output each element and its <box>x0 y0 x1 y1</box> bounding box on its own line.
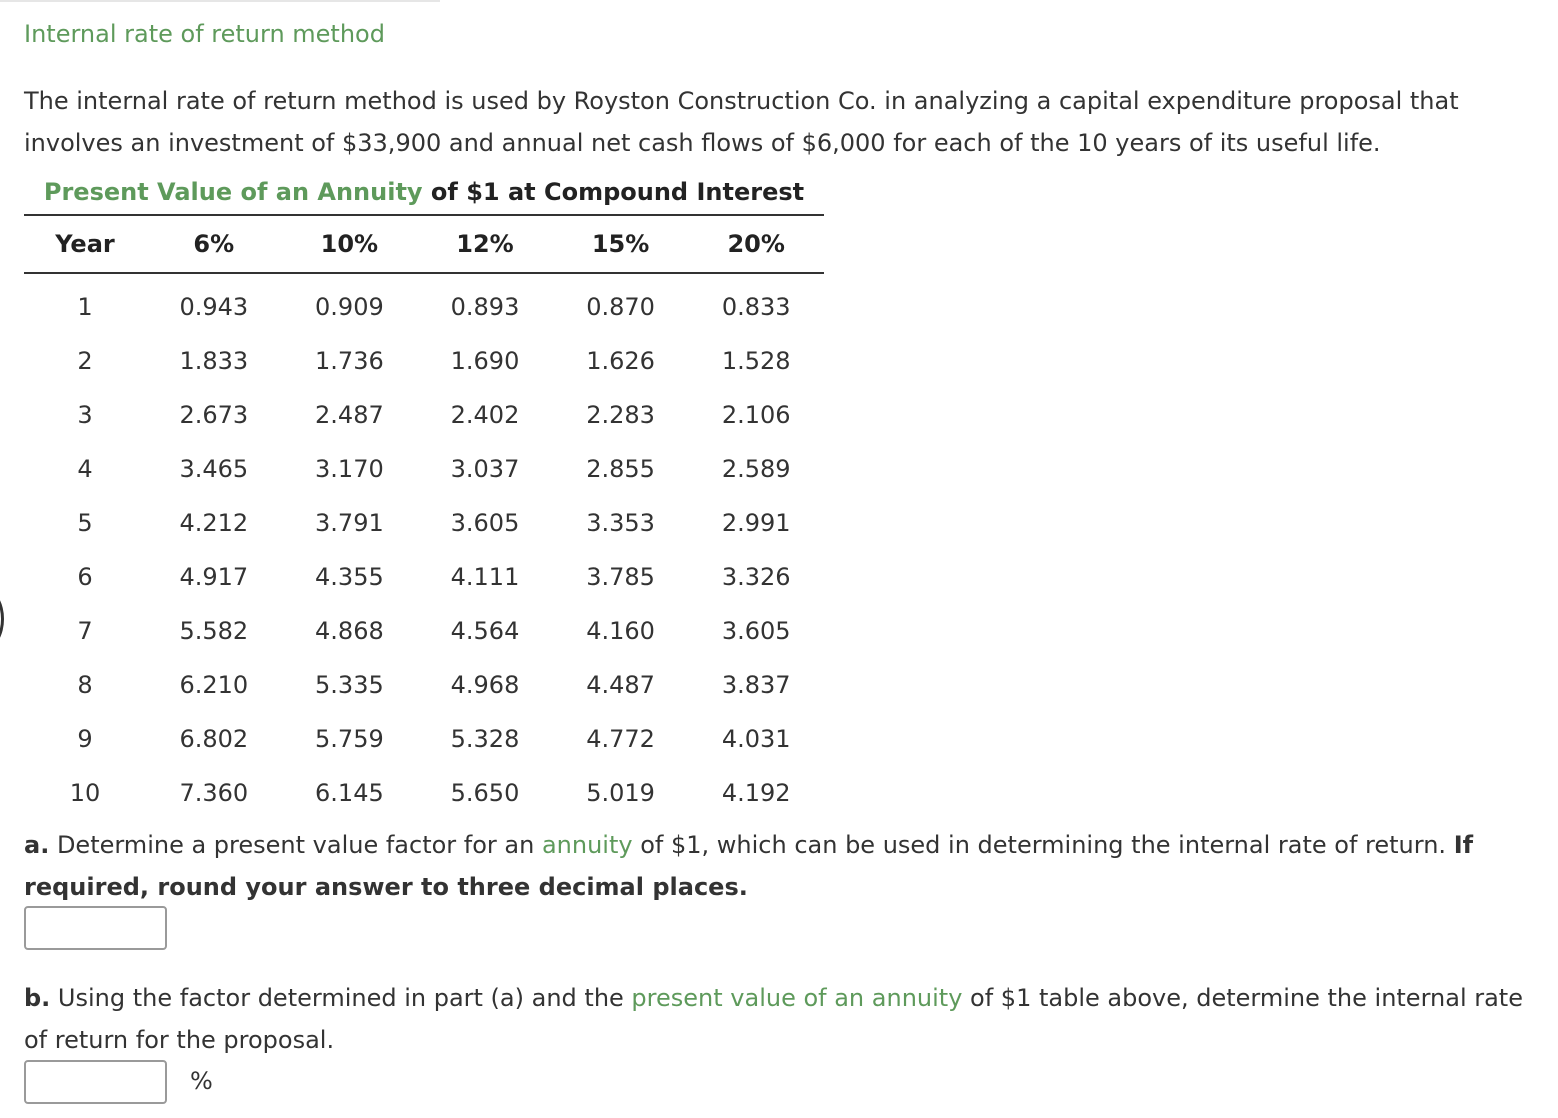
factor-cell: 0.870 <box>586 293 655 321</box>
table-row <box>24 766 824 820</box>
factor-cell: 5.335 <box>315 671 384 699</box>
factor-cell: 4.868 <box>315 617 384 645</box>
factor-cell: 5.019 <box>586 779 655 807</box>
factor-cell: 0.909 <box>315 293 384 321</box>
year-cell: 3 <box>77 401 93 429</box>
question-a-text-1: Determine a present value factor for an <box>49 831 542 859</box>
factor-cell: 5.650 <box>450 779 520 807</box>
page-title: Internal rate of return method <box>24 20 385 48</box>
factor-cell: 3.353 <box>586 509 655 537</box>
table-row <box>24 550 824 604</box>
header-20pct: 20% <box>688 215 824 273</box>
problem-intro: The internal rate of return method is used by Royston Construction Co. in analyzing a capital expenditure proposal that involves an investment of $33,900 and annual net cash flows of $6,000 for each of the 10 years of its useful life. <box>24 87 1459 157</box>
factor-cell: 3.605 <box>721 617 791 645</box>
table-row <box>24 442 824 496</box>
factor-cell: 4.212 <box>179 509 249 537</box>
factor-cell: 2.855 <box>586 455 655 483</box>
factor-cell: 6.802 <box>179 725 249 753</box>
factor-cell: 5.328 <box>450 725 520 753</box>
factor-cell: 0.943 <box>179 293 249 321</box>
table-caption-rest: of $1 at Compound Interest <box>422 178 805 206</box>
factor-cell: 4.192 <box>721 779 791 807</box>
factor-cell: 0.893 <box>450 293 520 321</box>
year-cell: 5 <box>77 509 93 537</box>
year-cell: 6 <box>77 563 93 591</box>
factor-cell: 3.465 <box>179 455 249 483</box>
factor-cell: 3.605 <box>450 509 520 537</box>
factor-cell: 3.785 <box>586 563 655 591</box>
factor-cell: 6.210 <box>179 671 249 699</box>
header-6pct: 6% <box>146 215 282 273</box>
answer-b-input[interactable] <box>24 1060 167 1104</box>
factor-cell: 2.106 <box>721 401 791 429</box>
factor-cell: 1.528 <box>721 347 791 375</box>
header-year: Year <box>24 215 146 273</box>
factor-cell: 4.968 <box>450 671 520 699</box>
factor-cell: 4.917 <box>179 563 249 591</box>
factor-cell: 4.772 <box>586 725 655 753</box>
question-a <box>24 824 1544 908</box>
pv-annuity-table <box>24 178 824 820</box>
factor-cell: 5.582 <box>179 617 249 645</box>
table-row <box>24 604 824 658</box>
question-b-text-2: of $1 table above, determine the internal rate of return for the proposal. <box>24 984 1523 1054</box>
factor-cell: 3.837 <box>721 671 791 699</box>
year-cell: 2 <box>77 347 93 375</box>
header-12pct: 12% <box>417 215 553 273</box>
factor-cell: 2.487 <box>315 401 384 429</box>
factor-cell: 1.690 <box>450 347 520 375</box>
factor-cell: 4.111 <box>450 563 520 591</box>
question-b <box>24 977 1544 1061</box>
header-10pct: 10% <box>282 215 418 273</box>
year-cell: 10 <box>69 779 101 807</box>
year-cell: 4 <box>77 455 93 483</box>
percent-unit-label: % <box>190 1067 213 1095</box>
question-a-text-2: of $1, which can be used in determining the internal rate of return. <box>632 831 1454 859</box>
question-a-instruction: If required, round your answer to three decimal places. <box>24 831 1474 901</box>
factor-cell: 4.487 <box>586 671 655 699</box>
table-header-row <box>24 215 824 273</box>
year-cell: 7 <box>77 617 93 645</box>
question-a-label: a. <box>24 831 50 859</box>
factor-cell: 4.031 <box>721 725 791 753</box>
factor-cell: 4.564 <box>450 617 520 645</box>
factor-cell: 3.791 <box>315 509 384 537</box>
factor-cell: 2.402 <box>450 401 520 429</box>
factor-cell: 1.626 <box>586 347 655 375</box>
factor-cell: 6.145 <box>315 779 384 807</box>
factor-cell: 3.170 <box>315 455 384 483</box>
header-15pct: 15% <box>553 215 689 273</box>
side-scroll-indicator <box>0 590 4 648</box>
year-cell: 9 <box>77 725 93 753</box>
answer-a-input[interactable] <box>24 906 167 950</box>
annuity-link[interactable]: annuity <box>541 831 633 859</box>
factor-cell: 3.326 <box>721 563 791 591</box>
factor-cell: 0.833 <box>721 293 791 321</box>
factor-cell: 2.283 <box>586 401 655 429</box>
top-divider <box>0 0 440 2</box>
table-row <box>24 388 824 442</box>
table-row <box>24 496 824 550</box>
factor-cell: 4.355 <box>315 563 384 591</box>
table-row <box>24 712 824 766</box>
factor-cell: 2.991 <box>721 509 791 537</box>
factor-cell: 5.759 <box>315 725 384 753</box>
factor-cell: 1.736 <box>315 347 384 375</box>
factor-cell: 1.833 <box>179 347 249 375</box>
question-b-label: b. <box>24 984 51 1012</box>
table-caption-link[interactable]: Present Value of an Annuity <box>43 178 423 206</box>
factor-cell: 4.160 <box>586 617 655 645</box>
table-body <box>24 273 824 820</box>
table-row <box>24 658 824 712</box>
factor-cell: 2.673 <box>179 401 249 429</box>
table-row <box>24 334 824 388</box>
factor-cell: 7.360 <box>179 779 249 807</box>
year-cell: 8 <box>77 671 93 699</box>
question-b-text-1: Using the factor determined in part (a) and the <box>50 984 632 1012</box>
table-row <box>24 273 824 334</box>
table-caption <box>24 178 824 214</box>
factor-cell: 2.589 <box>721 455 791 483</box>
pv-annuity-link[interactable]: present value of an annuity <box>631 984 963 1012</box>
factor-cell: 3.037 <box>450 455 520 483</box>
year-cell: 1 <box>77 293 93 321</box>
